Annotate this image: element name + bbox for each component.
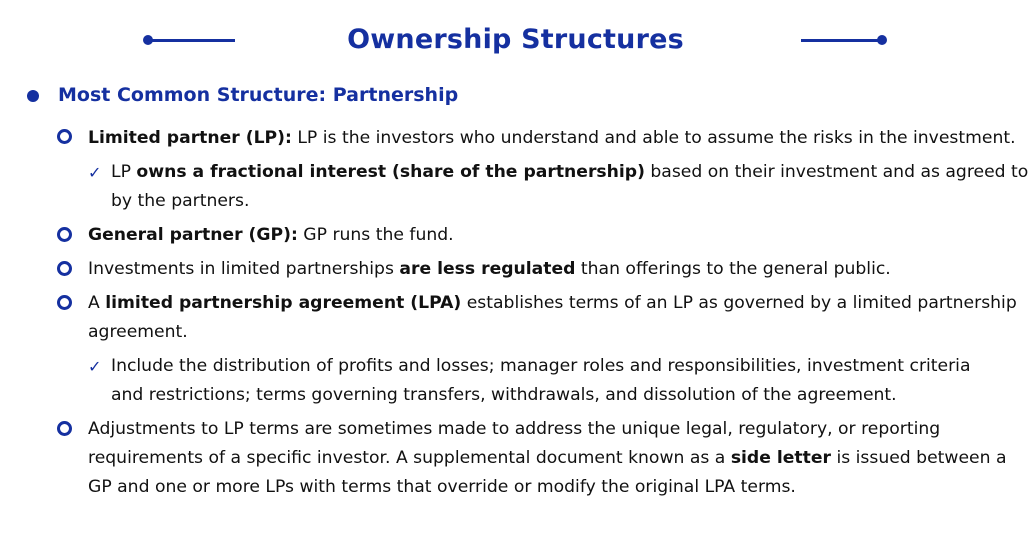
bullet-text: than offerings to the general public. — [575, 259, 891, 279]
bullet-limited-partner — [88, 124, 1016, 153]
bullet-bold-text: Limited partner (LP): — [88, 128, 292, 148]
title-decoration-line-right — [801, 39, 883, 42]
bullet-bold-text: General partner (GP): — [88, 225, 298, 245]
bullet-text-continued: requirements of a specific investor. A supplemental document known as a — [88, 448, 731, 468]
sub-bullet-lpa-contents — [111, 352, 970, 410]
bullet-bold-text: owns a fractional interest (share of the partnership) — [136, 162, 645, 182]
filled-circle-icon — [27, 90, 39, 102]
bullet-text: Adjustments to LP terms are sometimes made to address the unique legal, regulatory, or reporting — [88, 419, 941, 439]
slide-title: Ownership Structures — [347, 24, 684, 55]
sub-bullet-fractional-interest — [111, 158, 1028, 216]
bullet-text-continued: agreement. — [88, 322, 188, 342]
bullet-less-regulated — [88, 255, 891, 284]
bullet-bold-text: side letter — [730, 448, 831, 468]
bullet-general-partner — [88, 221, 454, 250]
bullet-text: based on their investment and as agreed to — [644, 162, 1029, 182]
bullet-text: A — [88, 293, 106, 313]
ring-icon — [57, 295, 72, 310]
ring-icon — [57, 227, 72, 242]
checkmark-icon: ✓ — [88, 163, 102, 182]
bullet-side-letter — [88, 415, 1007, 502]
ring-icon — [57, 261, 72, 276]
bullet-text: GP runs the fund. — [297, 225, 454, 245]
bullet-text: establishes terms of an LP as governed by a limited partnership — [461, 293, 1017, 313]
bullet-text: Investments in limited partnerships — [88, 259, 400, 279]
bullet-text: Include the distribution of profits and losses; manager roles and responsibilities, investment criteria — [111, 356, 971, 376]
bullet-lpa — [88, 289, 1017, 347]
title-row — [0, 18, 1031, 64]
bullet-text: LP is the investors who understand and able to assume the risks in the investment. — [291, 128, 1016, 148]
ring-icon — [57, 129, 72, 144]
section-heading: Most Common Structure: Partnership — [58, 84, 459, 106]
bullet-text-continued: GP and one or more LPs with terms that override or modify the original LPA terms. — [88, 477, 796, 497]
bullet-bold-text: are less regulated — [399, 259, 576, 279]
title-decoration-dot-right-icon — [877, 35, 887, 45]
checkmark-icon: ✓ — [88, 357, 102, 376]
bullet-text: LP — [111, 162, 137, 182]
ring-icon — [57, 421, 72, 436]
bullet-text-continued: is issued between a — [831, 448, 1007, 468]
bullet-text-continued: and restrictions; terms governing transfers, withdrawals, and dissolution of the agreement. — [111, 385, 897, 405]
bullet-text-continued: by the partners. — [111, 191, 250, 211]
bullet-bold-text: limited partnership agreement (LPA) — [105, 293, 462, 313]
